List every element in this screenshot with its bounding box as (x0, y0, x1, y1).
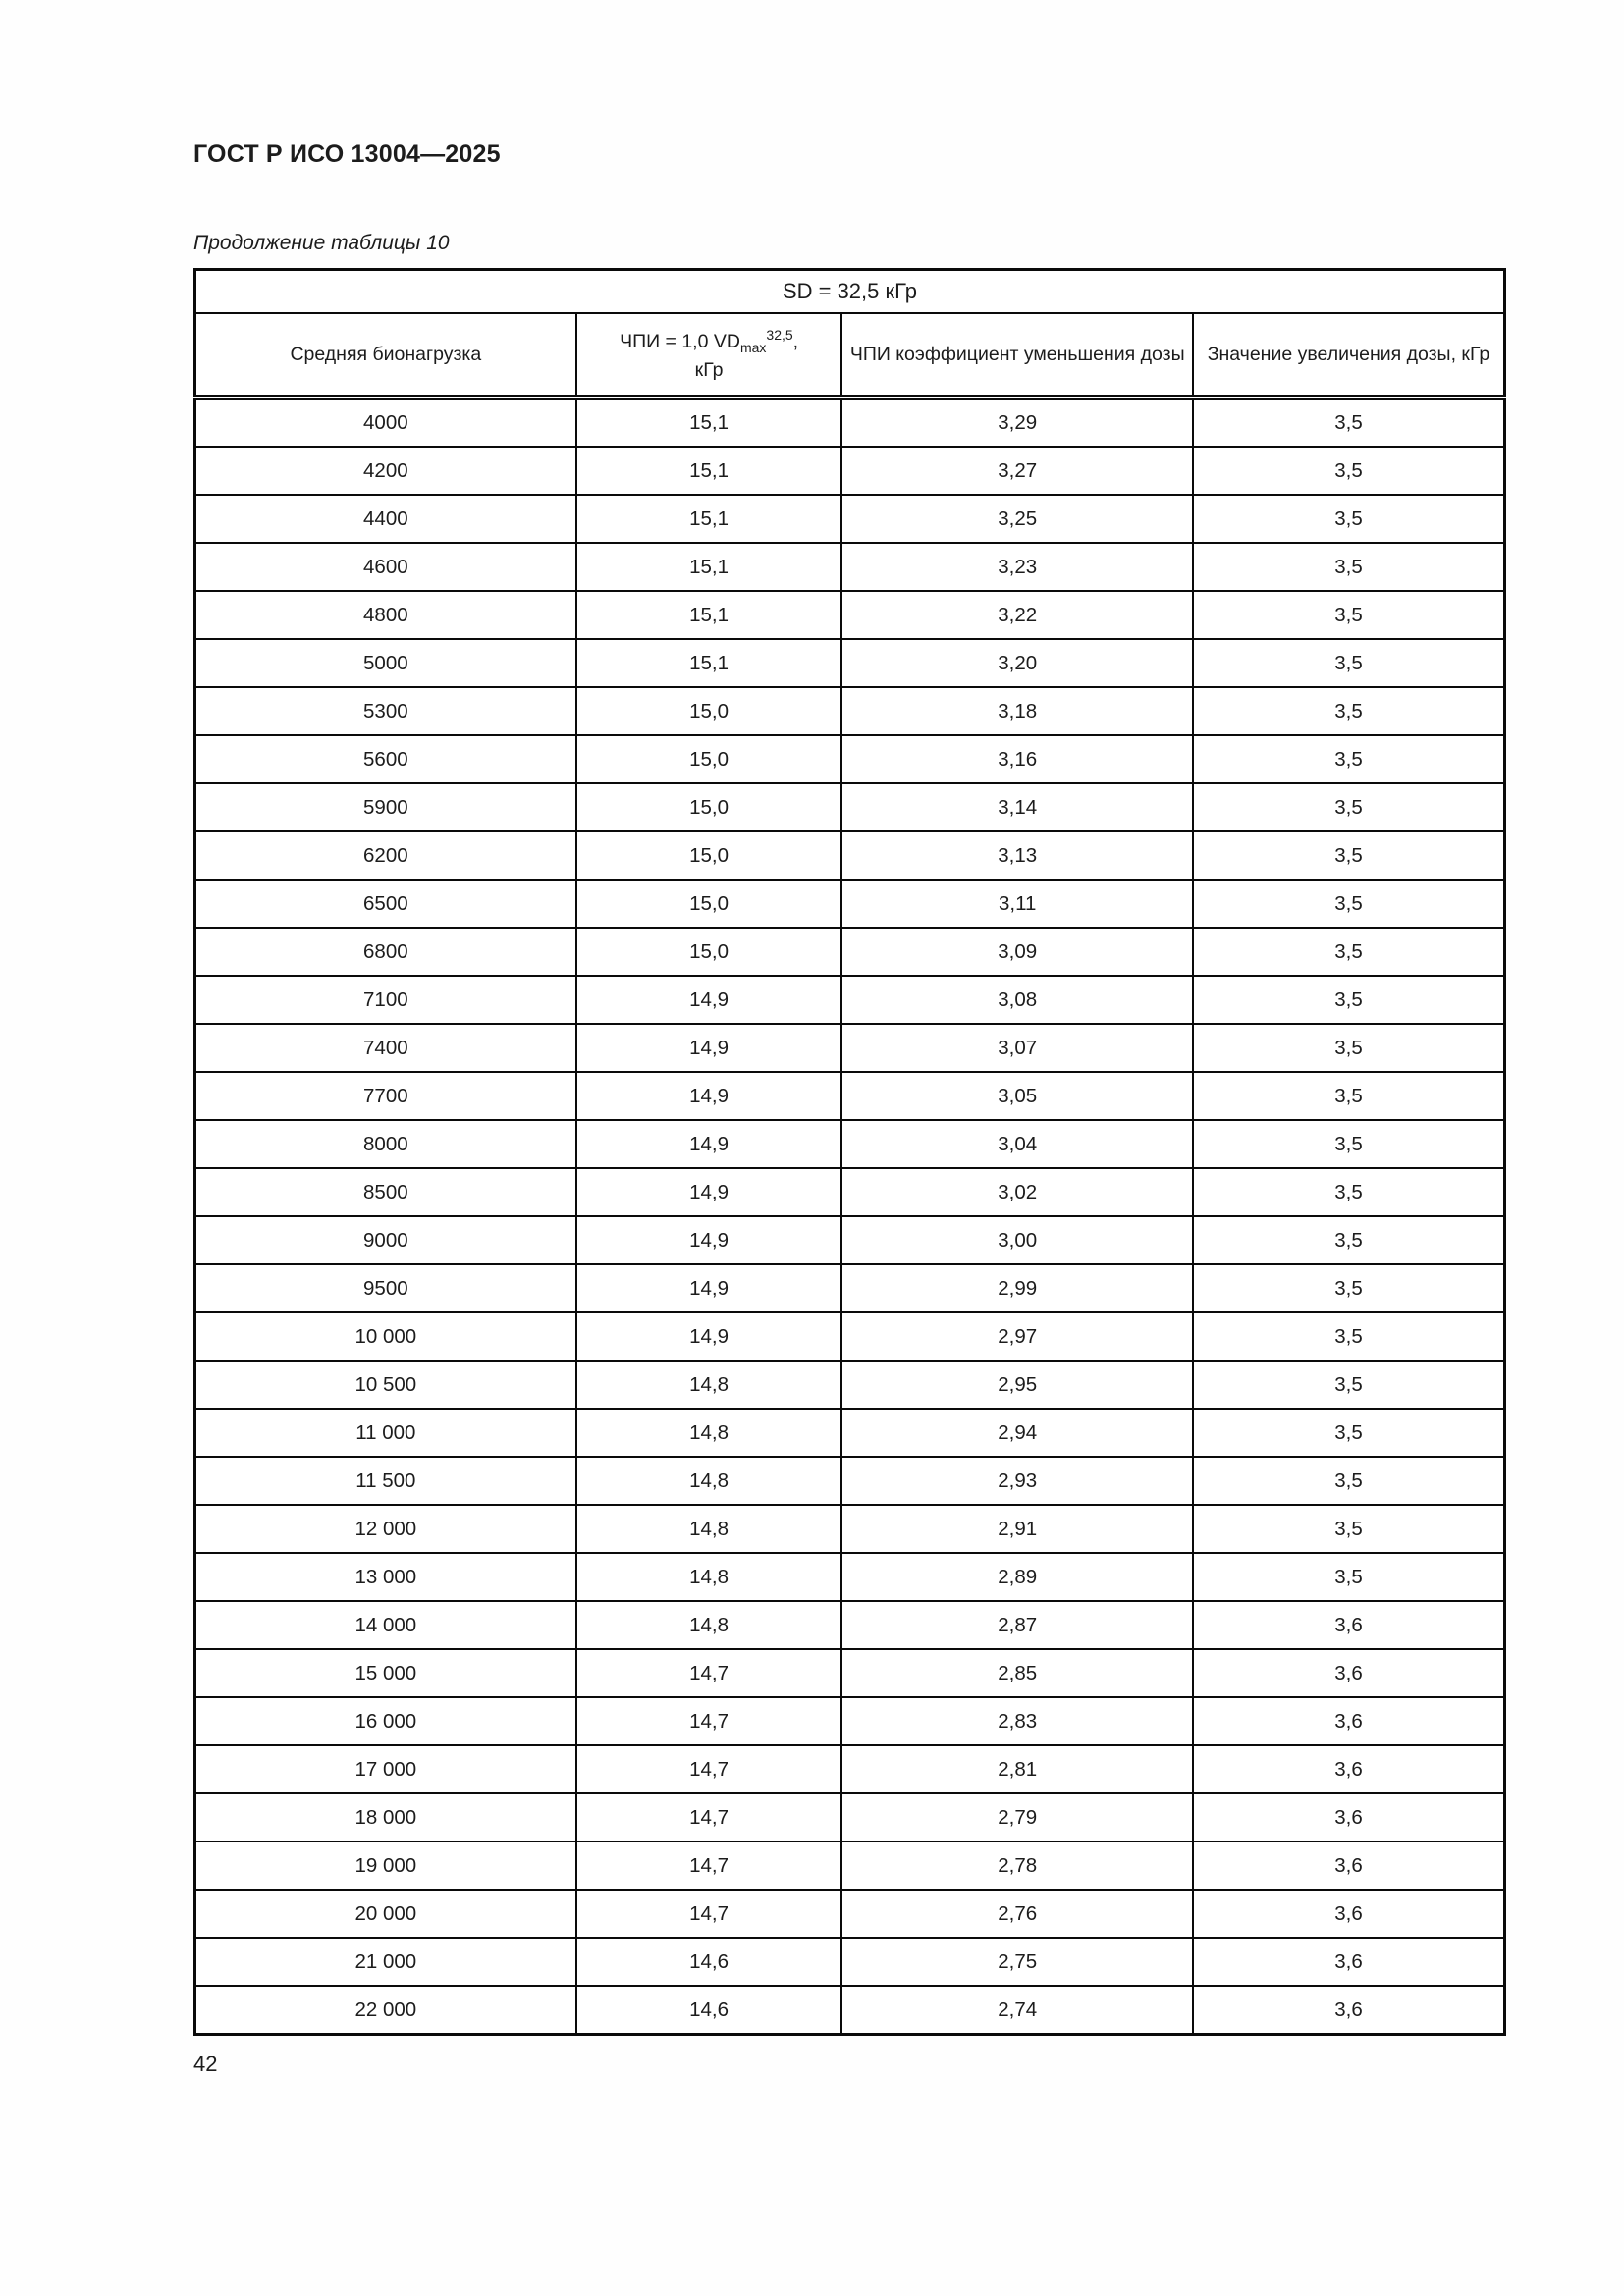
table-cell: 15,1 (576, 398, 842, 448)
table-row (195, 1072, 1505, 1120)
table-cell: 15,0 (576, 880, 842, 928)
table-cell: 3,5 (1193, 831, 1505, 880)
table-cell: 15,1 (576, 447, 842, 495)
table-row (195, 831, 1505, 880)
table-cell: 3,23 (841, 543, 1193, 591)
table-cell: 17 000 (195, 1745, 576, 1793)
table-cell: 12 000 (195, 1505, 576, 1553)
table-cell: 3,6 (1193, 1745, 1505, 1793)
table-row (195, 1120, 1505, 1168)
table-cell: 15 000 (195, 1649, 576, 1697)
table-cell: 14,7 (576, 1649, 842, 1697)
table-row (195, 928, 1505, 976)
table-cell: 5600 (195, 735, 576, 783)
table-cell: 14,9 (576, 1312, 842, 1361)
table-cell: 3,6 (1193, 1793, 1505, 1842)
table-cell: 3,09 (841, 928, 1193, 976)
table-cell: 18 000 (195, 1793, 576, 1842)
table-cell: 3,5 (1193, 735, 1505, 783)
table-cell: 3,6 (1193, 1697, 1505, 1745)
table-row (195, 1890, 1505, 1938)
table-cell: 3,04 (841, 1120, 1193, 1168)
table-cell: 14,7 (576, 1697, 842, 1745)
table-cell: 3,13 (841, 831, 1193, 880)
table-cell: 2,76 (841, 1890, 1193, 1938)
table-cell: 4400 (195, 495, 576, 543)
table-cell: 14,9 (576, 1264, 842, 1312)
table-cell: 14,9 (576, 1216, 842, 1264)
table-cell: 14,7 (576, 1842, 842, 1890)
table-row (195, 783, 1505, 831)
table-row (195, 1168, 1505, 1216)
table-row (195, 687, 1505, 735)
table-row (195, 1697, 1505, 1745)
table-row (195, 976, 1505, 1024)
table-cell: 14,7 (576, 1890, 842, 1938)
table-body (195, 398, 1505, 2035)
table-cell: 15,1 (576, 639, 842, 687)
table-row (195, 639, 1505, 687)
table-cell: 2,93 (841, 1457, 1193, 1505)
table-cell: 7100 (195, 976, 576, 1024)
table-cell: 3,22 (841, 591, 1193, 639)
table-row (195, 1361, 1505, 1409)
table-row (195, 1312, 1505, 1361)
table-cell: 2,74 (841, 1986, 1193, 2035)
table-cell: 14,8 (576, 1553, 842, 1601)
table-cell: 19 000 (195, 1842, 576, 1890)
table-cell: 7700 (195, 1072, 576, 1120)
table-cell: 14,8 (576, 1361, 842, 1409)
table-row (195, 1938, 1505, 1986)
table-cell: 4600 (195, 543, 576, 591)
table-cell: 2,94 (841, 1409, 1193, 1457)
table-cell: 14,9 (576, 1024, 842, 1072)
table-row (195, 1264, 1505, 1312)
column-header-vdmax (576, 313, 842, 398)
table-cell: 20 000 (195, 1890, 576, 1938)
table-row (195, 1986, 1505, 2035)
table-cell: 3,5 (1193, 1361, 1505, 1409)
table-cell: 7400 (195, 1024, 576, 1072)
vdmax-subscript: max (739, 339, 767, 355)
table-cell: 4000 (195, 398, 576, 448)
table-cell: 3,6 (1193, 1890, 1505, 1938)
table-cell: 9000 (195, 1216, 576, 1264)
table-cell: 11 000 (195, 1409, 576, 1457)
table-row (195, 1793, 1505, 1842)
table-cell: 8500 (195, 1168, 576, 1216)
table-cell: 3,5 (1193, 1120, 1505, 1168)
table-row (195, 880, 1505, 928)
table-cell: 14,6 (576, 1986, 842, 2035)
table-cell: 22 000 (195, 1986, 576, 2035)
table-cell: 5000 (195, 639, 576, 687)
table-row (195, 1601, 1505, 1649)
vdmax-superscript: 32,5 (766, 326, 793, 343)
table-row (195, 1409, 1505, 1457)
table-cell: 14,8 (576, 1409, 842, 1457)
page-number: 42 (193, 2052, 218, 2076)
table-cell: 2,79 (841, 1793, 1193, 1842)
table-cell: 6500 (195, 880, 576, 928)
table-cell: 3,5 (1193, 1409, 1505, 1457)
table-cell: 3,5 (1193, 447, 1505, 495)
table-span-header-row (195, 270, 1505, 314)
table-cell: 3,5 (1193, 976, 1505, 1024)
column-header-dose-increase: Значение увеличения дозы, кГр (1193, 313, 1505, 398)
table-row (195, 1842, 1505, 1890)
table-cell: 3,20 (841, 639, 1193, 687)
table-cell: 3,08 (841, 976, 1193, 1024)
table-span-header: SD = 32,5 кГр (195, 270, 1505, 314)
table-cell: 10 000 (195, 1312, 576, 1361)
table-cell: 2,83 (841, 1697, 1193, 1745)
table-cell: 15,0 (576, 783, 842, 831)
table-cell: 15,1 (576, 495, 842, 543)
table-cell: 6200 (195, 831, 576, 880)
table-row (195, 1505, 1505, 1553)
table-head (195, 270, 1505, 398)
column-header-reduction-factor: ЧПИ коэффициент уменьшения дозы (841, 313, 1193, 398)
table-cell: 3,25 (841, 495, 1193, 543)
table-row (195, 1649, 1505, 1697)
table-cell: 3,5 (1193, 783, 1505, 831)
table-cell: 3,5 (1193, 1553, 1505, 1601)
table-row (195, 591, 1505, 639)
table-cell: 3,00 (841, 1216, 1193, 1264)
table-cell: 11 500 (195, 1457, 576, 1505)
table-row (195, 495, 1505, 543)
table-cell: 3,6 (1193, 1938, 1505, 1986)
table-cell: 3,02 (841, 1168, 1193, 1216)
data-table (193, 268, 1506, 2036)
table-cell: 14,7 (576, 1793, 842, 1842)
table-cell: 6800 (195, 928, 576, 976)
table-cell: 8000 (195, 1120, 576, 1168)
table-cell: 14,8 (576, 1601, 842, 1649)
table-row (195, 1216, 1505, 1264)
table-cell: 14,8 (576, 1457, 842, 1505)
table-cell: 2,91 (841, 1505, 1193, 1553)
table-cell: 3,27 (841, 447, 1193, 495)
table-row (195, 1457, 1505, 1505)
table-cell: 5300 (195, 687, 576, 735)
table-cell: 3,07 (841, 1024, 1193, 1072)
table-cell: 21 000 (195, 1938, 576, 1986)
vdmax-prefix: ЧПИ = 1,0 VD (620, 330, 740, 352)
table-cell: 3,05 (841, 1072, 1193, 1120)
table-cell: 2,78 (841, 1842, 1193, 1890)
table-cell: 13 000 (195, 1553, 576, 1601)
table-cell: 2,85 (841, 1649, 1193, 1697)
table-cell: 3,5 (1193, 880, 1505, 928)
table-row (195, 447, 1505, 495)
table-row (195, 1024, 1505, 1072)
document-title: ГОСТ Р ИСО 13004—2025 (193, 140, 501, 168)
table-cell: 3,6 (1193, 1842, 1505, 1890)
table-caption: Продолжение таблицы 10 (193, 232, 450, 254)
table-cell: 14,9 (576, 1072, 842, 1120)
table-cell: 3,5 (1193, 687, 1505, 735)
table-row (195, 1745, 1505, 1793)
table-cell: 3,5 (1193, 1168, 1505, 1216)
table-row (195, 543, 1505, 591)
table-cell: 3,5 (1193, 398, 1505, 448)
table-cell: 2,75 (841, 1938, 1193, 1986)
table-cell: 14,8 (576, 1505, 842, 1553)
table-cell: 3,18 (841, 687, 1193, 735)
table-cell: 15,0 (576, 687, 842, 735)
table-cell: 14,6 (576, 1938, 842, 1986)
table-cell: 15,0 (576, 735, 842, 783)
table-cell: 2,87 (841, 1601, 1193, 1649)
table-cell: 14,9 (576, 976, 842, 1024)
table-cell: 3,29 (841, 398, 1193, 448)
table-cell: 3,5 (1193, 1457, 1505, 1505)
table-cell: 3,14 (841, 783, 1193, 831)
vdmax-unit: кГр (694, 358, 724, 381)
table-cell: 3,5 (1193, 1024, 1505, 1072)
table-cell: 14,7 (576, 1745, 842, 1793)
table-cell: 3,6 (1193, 1649, 1505, 1697)
table-cell: 4200 (195, 447, 576, 495)
vdmax-suffix: , (792, 330, 799, 352)
table-cell: 2,81 (841, 1745, 1193, 1793)
table-cell: 3,6 (1193, 1986, 1505, 2035)
table-cell: 3,5 (1193, 639, 1505, 687)
table-cell: 15,1 (576, 543, 842, 591)
table-cell: 3,5 (1193, 1505, 1505, 1553)
table-cell: 2,99 (841, 1264, 1193, 1312)
table-cell: 15,1 (576, 591, 842, 639)
table-cell: 15,0 (576, 928, 842, 976)
table-cell: 3,5 (1193, 543, 1505, 591)
table-cell: 3,5 (1193, 495, 1505, 543)
table-cell: 3,5 (1193, 1312, 1505, 1361)
table-cell: 16 000 (195, 1697, 576, 1745)
table-column-header-row (195, 313, 1505, 398)
table-cell: 2,89 (841, 1553, 1193, 1601)
table-cell: 15,0 (576, 831, 842, 880)
table-cell: 3,5 (1193, 591, 1505, 639)
table-row (195, 735, 1505, 783)
table-cell: 14 000 (195, 1601, 576, 1649)
page-content (193, 0, 1506, 2077)
column-header-bioburden: Средняя бионагрузка (195, 313, 576, 398)
table-cell: 4800 (195, 591, 576, 639)
table-row (195, 1553, 1505, 1601)
table-cell: 10 500 (195, 1361, 576, 1409)
table-cell: 5900 (195, 783, 576, 831)
table-cell: 3,6 (1193, 1601, 1505, 1649)
table-cell: 3,5 (1193, 1216, 1505, 1264)
table-cell: 3,5 (1193, 928, 1505, 976)
table-cell: 9500 (195, 1264, 576, 1312)
table-cell: 3,5 (1193, 1072, 1505, 1120)
table-cell: 2,97 (841, 1312, 1193, 1361)
table-cell: 3,11 (841, 880, 1193, 928)
table-cell: 14,9 (576, 1120, 842, 1168)
table-cell: 2,95 (841, 1361, 1193, 1409)
table-cell: 3,5 (1193, 1264, 1505, 1312)
table-cell: 3,16 (841, 735, 1193, 783)
table-row (195, 398, 1505, 448)
table-cell: 14,9 (576, 1168, 842, 1216)
